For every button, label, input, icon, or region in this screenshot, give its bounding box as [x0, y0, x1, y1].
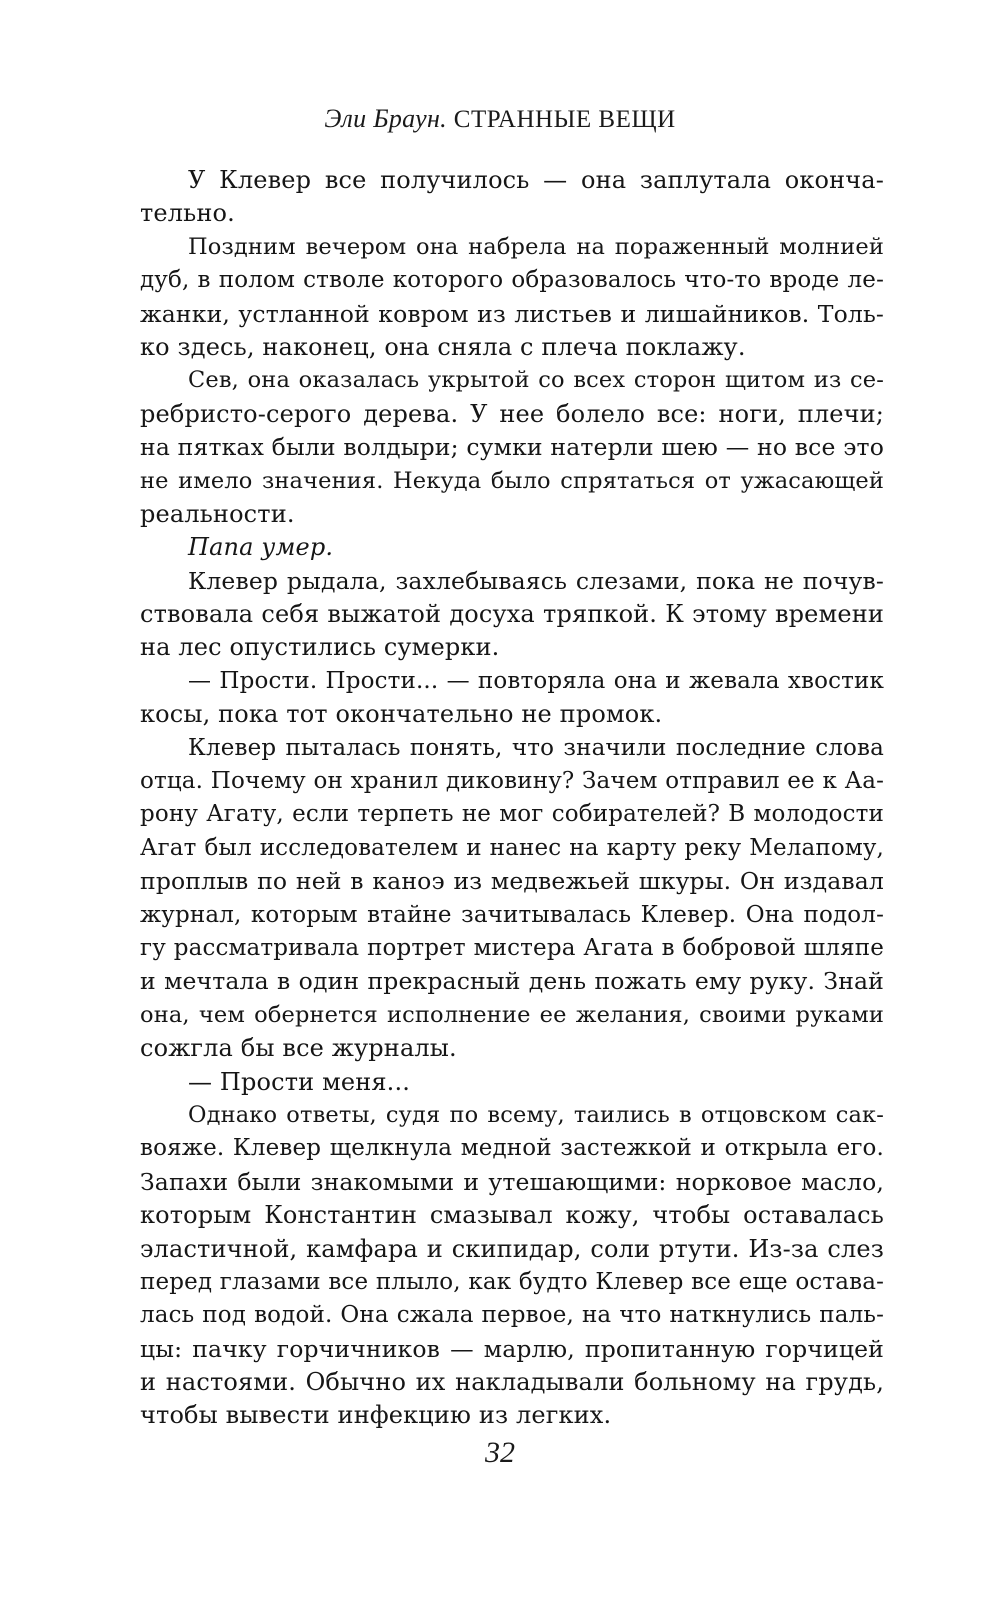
text-line: ствовала себя выжатой досуха тряпкой. К этому времени [140, 600, 884, 629]
text-line: цы: пачку горчичников — марлю, пропитанную горчицей [140, 1334, 884, 1363]
text-line: перед глазами все плыло, как будто Клевер все еще остава- [140, 1268, 884, 1295]
text-line: Папа умер. [188, 533, 334, 562]
text-line: ко здесь, наконец, она сняла с плеча поклажу. [140, 332, 746, 361]
text-line: реальности. [140, 499, 295, 528]
running-header [0, 104, 1000, 134]
body-text [140, 164, 884, 1433]
text-line: ребристо-серого дерева. У нее болело все: ноги, плечи; [140, 399, 884, 428]
text-line: чтобы вывести инфекцию из легких. [140, 1401, 612, 1430]
text-line: жанки, устланной ковром из листьев и лишайников. Толь- [140, 299, 884, 328]
text-line: сожгла бы все журналы. [140, 1034, 457, 1063]
text-line: эластичной, камфара и скипидар, соли ртути. Из-за слез [140, 1234, 884, 1263]
text-line: не имело значения. Некуда было спрятаться от ужасающей [140, 467, 884, 494]
text-line: на пятках были волдыри; сумки натерли шею — но все это [140, 433, 884, 462]
text-line: Запахи были знакомыми и утешающими: норковое масло, [140, 1167, 884, 1196]
text-line: косы, пока тот окончательно не промок. [140, 700, 663, 729]
text-line: Клевер пыталась понять, что значили последние слова [188, 734, 884, 761]
text-line: Поздним вечером она набрела на пораженный молнией [188, 233, 884, 260]
text-line: лась под водой. Она сжала первое, на что наткнулись паль- [140, 1302, 884, 1329]
text-line: она, чем обернется исполнение ее желания, своими руками [140, 1001, 884, 1028]
text-line: гу рассматривала портрет мистера Агата в бобровой шляпе [140, 934, 884, 961]
text-line: — Прости меня... [188, 1067, 411, 1096]
text-line: и настоями. Обычно их накладывали больному на грудь, [140, 1368, 884, 1397]
text-line: отца. Почему он хранил диковину? Зачем отправил ее к Аа- [140, 768, 884, 795]
text-line: Однако ответы, судя по всему, таились в отцовском сак- [188, 1101, 884, 1128]
header-title: СТРАННЫЕ ВЕЩИ [453, 106, 676, 133]
text-line: дуб, в полом стволе которого образовалось что-то вроде ле- [140, 267, 884, 294]
text-line: Агат был исследователем и нанес на карту реку Мелапому, [140, 834, 884, 861]
text-line: рону Агату, если терпеть не мог собирателей? В молодости [140, 801, 884, 828]
header-author: Эли Браун. [324, 104, 447, 133]
text-line: на лес опустились сумерки. [140, 633, 500, 662]
text-line: которым Константин смазывал кожу, чтобы оставалась [140, 1201, 884, 1230]
text-line: вояже. Клевер щелкнула медной застежкой и открыла его. [140, 1135, 884, 1162]
text-line: — Прости. Прости... — повторяла она и жевала хвостик [188, 667, 884, 694]
page-number: 32 [485, 1436, 515, 1469]
text-line: тельно. [140, 199, 235, 228]
text-line: У Клевер все получилось — она заплутала оконча- [188, 166, 884, 194]
text-line: Сев, она оказалась укрытой со всех сторон щитом из се- [188, 367, 884, 394]
text-line: журнал, которым втайне зачитывалась Клевер. Она подол- [140, 901, 884, 928]
text-line: проплыв по ней в каноэ из медвежьей шкуры. Он издавал [140, 867, 884, 896]
text-line: и мечтала в один прекрасный день пожать ему руку. Знай [140, 967, 884, 996]
text-line: Клевер рыдала, захлебываясь слезами, пока не почув- [188, 566, 884, 595]
